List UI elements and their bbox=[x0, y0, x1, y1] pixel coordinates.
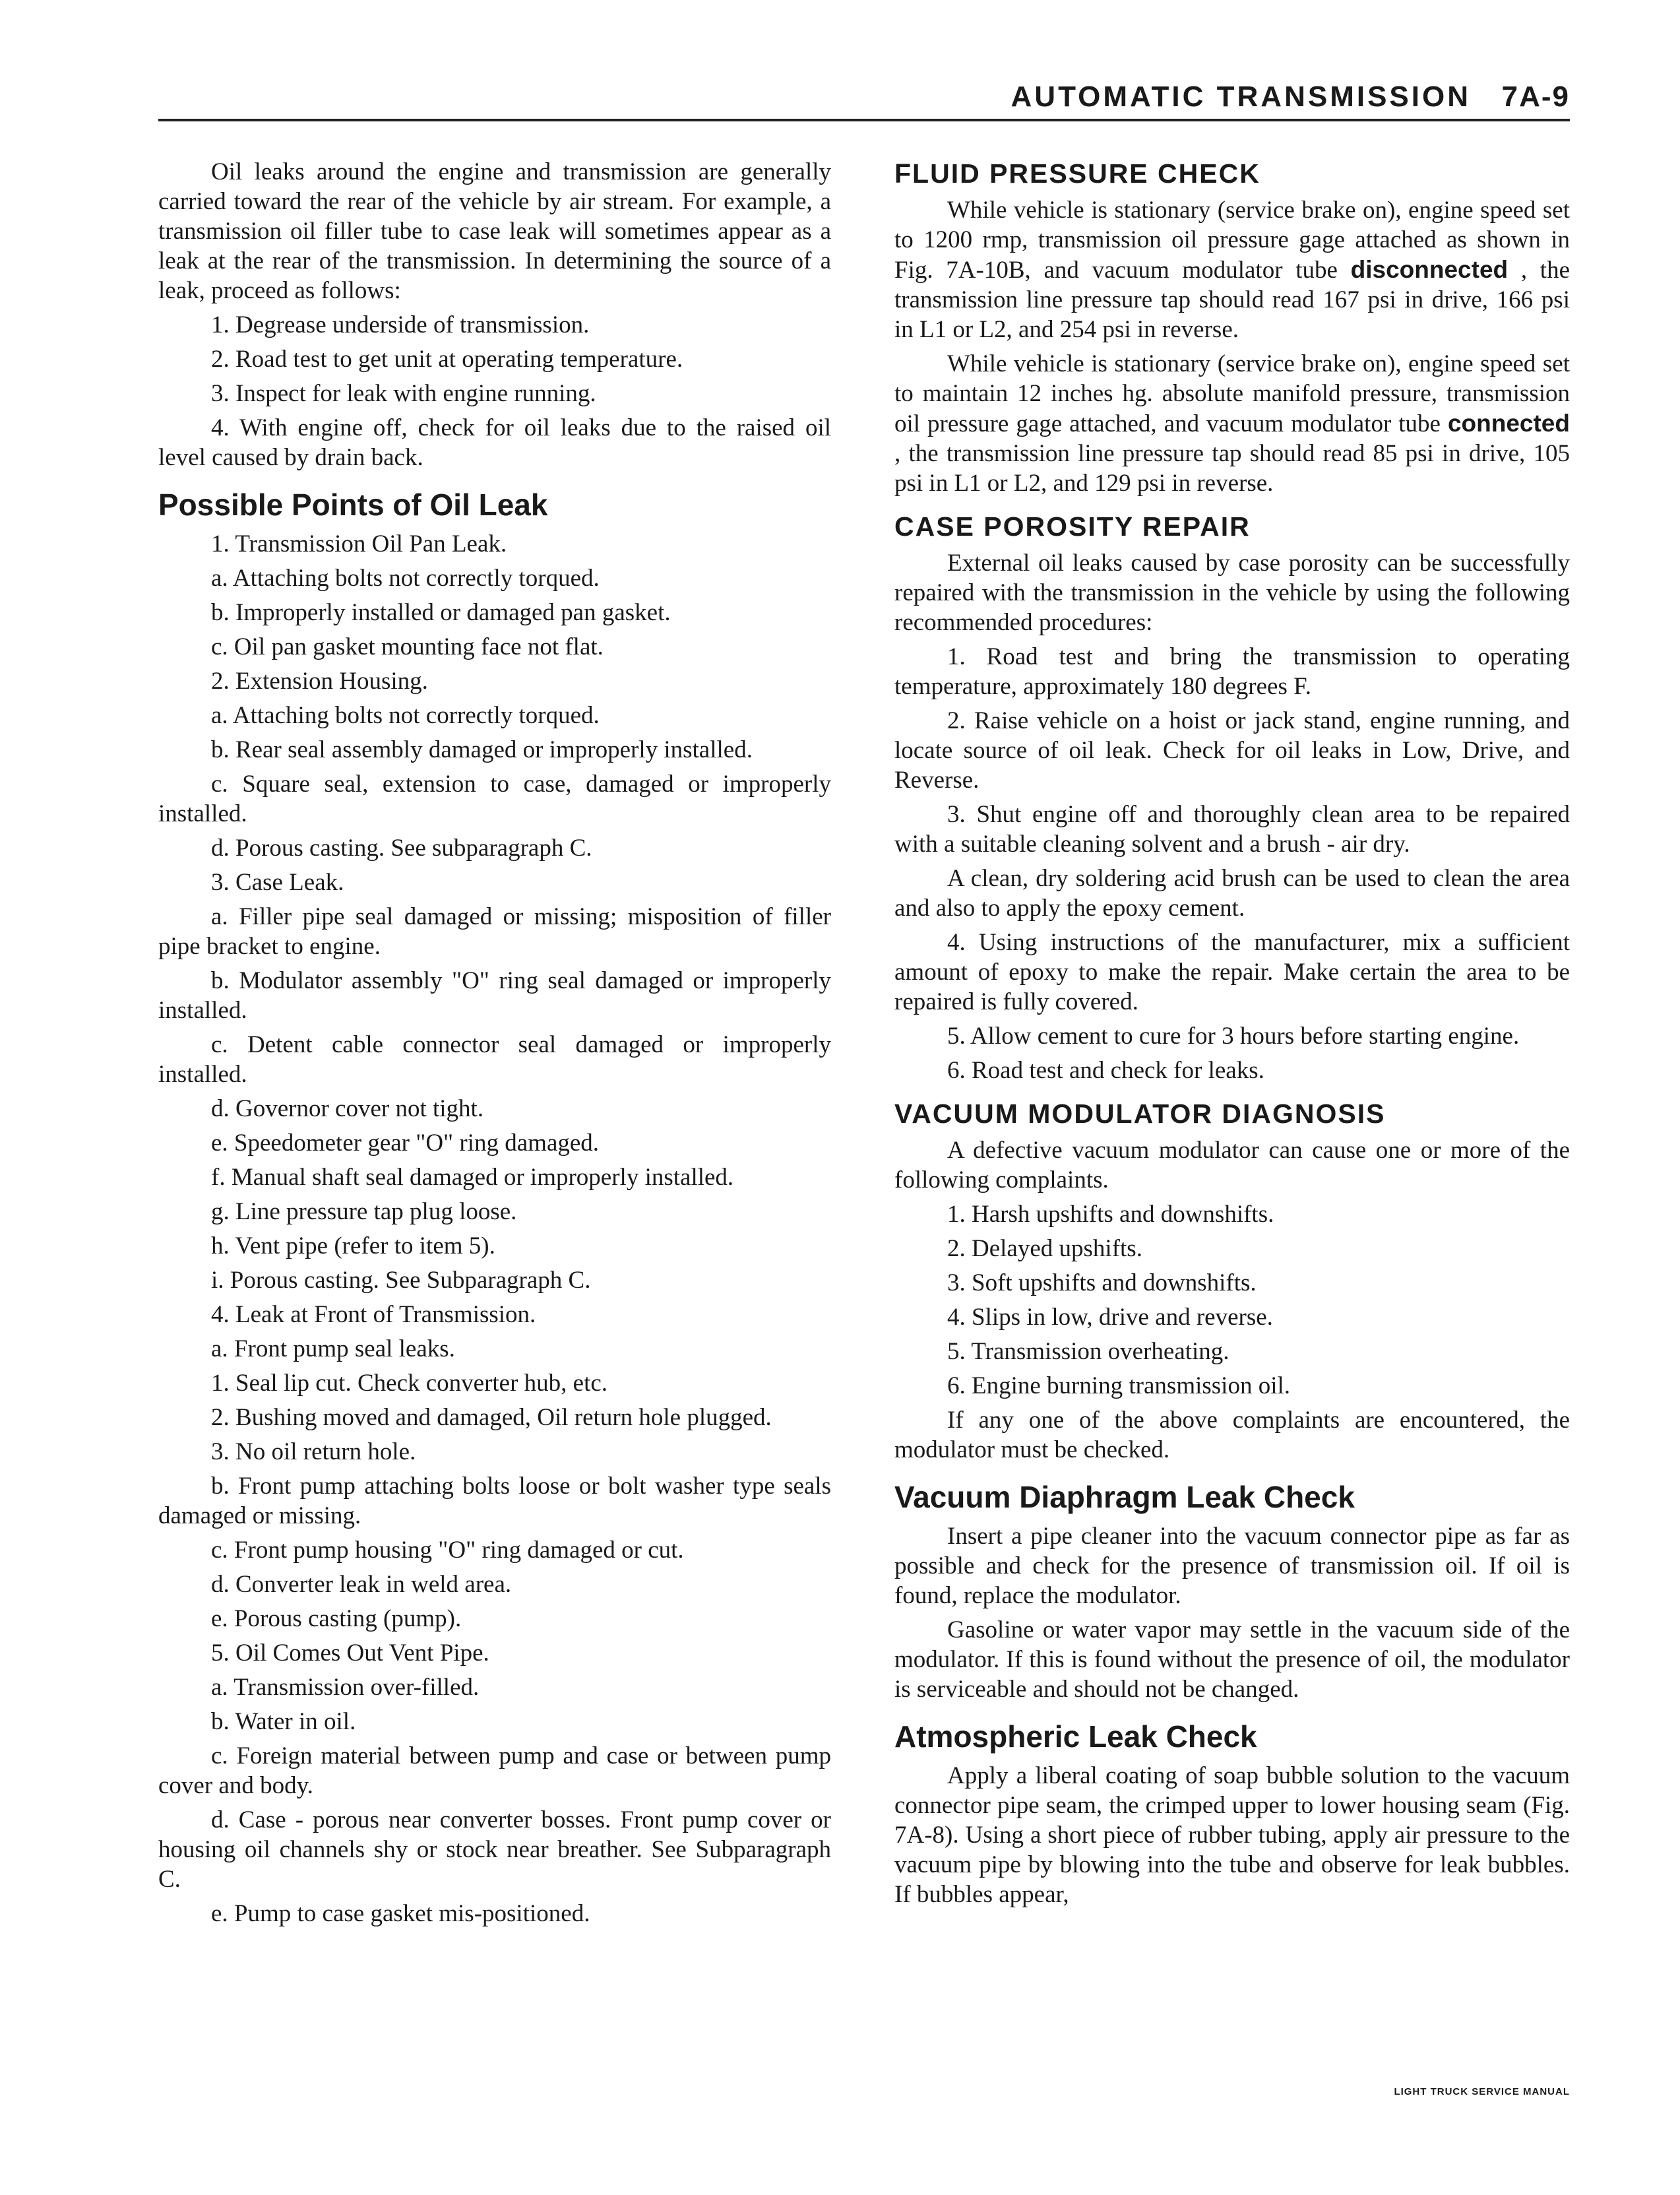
section-heading: Atmospheric Leak Check bbox=[894, 1719, 1257, 1754]
list-item: 3. No oil return hole. bbox=[211, 1438, 416, 1465]
list-item: c. Detent cable connector seal damaged or improperly installed. bbox=[158, 1031, 831, 1088]
list-item: 1. Degrease underside of transmission. bbox=[211, 311, 590, 338]
list-item: a. Transmission over-filled. bbox=[211, 1674, 480, 1701]
paragraph: 1. Road test and bring the transmission to operating temperature, approximately 180 degrees F. bbox=[894, 643, 1570, 700]
page-footer: LIGHT TRUCK SERVICE MANUAL bbox=[1394, 2086, 1570, 2097]
emphasis: connected bbox=[1447, 410, 1570, 437]
list-item: c. Foreign material between pump and case or between pump cover and body. bbox=[158, 1742, 831, 1799]
list-item: 2. Road test to get unit at operating temperature. bbox=[211, 346, 683, 373]
paragraph: Insert a pipe cleaner into the vacuum connector pipe as far as possible and check for the presence of transmission oil. If oil is found, replace the modulator. bbox=[894, 1523, 1570, 1609]
list-item: f. Manual shaft seal damaged or improperly installed. bbox=[211, 1164, 734, 1191]
list-item: d. Case - porous near converter bosses. Front pump cover or housing oil channels shy or stock near breather. See Subparagraph C. bbox=[158, 1806, 831, 1893]
paragraph: 4. Using instructions of the manufacturer, mix a sufficient amount of epoxy to make the repair. Make certain the area to be repaired is fully covered. bbox=[894, 929, 1570, 1015]
list-item: 2. Extension Housing. bbox=[211, 668, 428, 695]
page-number: 7A-9 bbox=[1501, 80, 1570, 113]
section-title: AUTOMATIC TRANSMISSION bbox=[1011, 80, 1471, 113]
paragraph: 5. Allow cement to cure for 3 hours before starting engine. bbox=[947, 1023, 1520, 1050]
list-item: a. Attaching bolts not correctly torqued. bbox=[211, 702, 600, 729]
list-item: a. Filler pipe seal damaged or missing; misposition of filler pipe bracket to engine. bbox=[158, 903, 831, 960]
list-item: 5. Transmission overheating. bbox=[947, 1338, 1229, 1365]
list-item: 1. Transmission Oil Pan Leak. bbox=[211, 530, 507, 557]
paragraph: If any one of the above complaints are encountered, the modulator must be checked. bbox=[894, 1407, 1570, 1463]
paragraph: A defective vacuum modulator can cause one or more of the following complaints. bbox=[894, 1137, 1570, 1193]
list-item: d. Porous casting. See subparagraph C. bbox=[211, 835, 592, 862]
list-item: b. Modulator assembly "O" ring seal damaged or improperly installed. bbox=[158, 967, 831, 1024]
list-item: 4. Leak at Front of Transmission. bbox=[211, 1301, 536, 1328]
paragraph: While vehicle is stationary (service brake on), engine speed set to 1200 rmp, transmission oil pressure gage attached as shown in Fig. 7A-10B, and vacuum modulator tube disconnected , the transmission line pressure tap should read 167 psi in drive, 166 psi in L1 or L2, and 254 psi in reverse. bbox=[894, 197, 1570, 343]
list-item: a. Attaching bolts not correctly torqued. bbox=[211, 565, 600, 592]
emphasis: disconnected bbox=[1350, 256, 1509, 283]
list-item: b. Water in oil. bbox=[211, 1708, 356, 1735]
intro-paragraph: Oil leaks around the engine and transmission are generally carried toward the rear of the vehicle by air stream. For example, a transmission oil filler tube to case leak will sometimes appear as a leak at the rear of the transmission. In determining the source of a leak, proceed as follows: bbox=[158, 158, 831, 304]
paragraph: 6. Road test and check for leaks. bbox=[947, 1057, 1264, 1084]
section-heading: Possible Points of Oil Leak bbox=[158, 488, 548, 522]
list-item: c. Square seal, extension to case, damaged or improperly installed. bbox=[158, 771, 831, 827]
list-item: 3. Inspect for leak with engine running. bbox=[211, 380, 596, 407]
list-item: 1. Harsh upshifts and downshifts. bbox=[947, 1201, 1274, 1228]
list-item: 5. Oil Comes Out Vent Pipe. bbox=[211, 1639, 489, 1667]
list-item: c. Front pump housing "O" ring damaged or cut. bbox=[211, 1537, 684, 1564]
list-item: e. Speedometer gear "O" ring damaged. bbox=[211, 1129, 600, 1157]
list-item: d. Converter leak in weld area. bbox=[211, 1571, 512, 1598]
list-item: b. Front pump attaching bolts loose or bolt washer type seals damaged or missing. bbox=[158, 1473, 831, 1529]
list-item: a. Front pump seal leaks. bbox=[211, 1335, 455, 1362]
list-item: 3. Case Leak. bbox=[211, 869, 344, 896]
paragraph: Apply a liberal coating of soap bubble solution to the vacuum connector pipe seam, the crimped upper to lower housing seam (Fig. 7A-8). Using a short piece of rubber tubing, apply air pressure to the vacuum pipe by blowing into the tube and observe for leak bubbles. If bubbles appear, bbox=[894, 1762, 1570, 1908]
right-column bbox=[894, 157, 1570, 1914]
list-item: b. Improperly installed or damaged pan gasket. bbox=[211, 599, 671, 626]
page-header bbox=[158, 78, 1570, 121]
list-item: g. Line pressure tap plug loose. bbox=[211, 1198, 517, 1225]
list-item: b. Rear seal assembly damaged or improperly installed. bbox=[211, 736, 753, 763]
section-heading: CASE POROSITY REPAIR bbox=[894, 511, 1251, 542]
list-item: h. Vent pipe (refer to item 5). bbox=[211, 1232, 495, 1259]
list-item: 2. Bushing moved and damaged, Oil return hole plugged. bbox=[211, 1404, 772, 1431]
paragraph: 2. Raise vehicle on a hoist or jack stand, engine running, and locate source of oil leak. Check for oil leaks in Low, Drive, and Reverse. bbox=[894, 707, 1570, 794]
list-item: i. Porous casting. See Subparagraph C. bbox=[211, 1267, 591, 1294]
list-item: 4. Slips in low, drive and reverse. bbox=[947, 1304, 1273, 1331]
paragraph: External oil leaks caused by case porosity can be successfully repaired with the transmission in the vehicle by using the following recommended procedures: bbox=[894, 550, 1570, 636]
paragraph: 3. Shut engine off and thoroughly clean area to be repaired with a suitable cleaning solvent and a brush - air dry. bbox=[894, 801, 1570, 858]
section-heading: VACUUM MODULATOR DIAGNOSIS bbox=[894, 1098, 1386, 1129]
paragraph: Gasoline or water vapor may settle in the vacuum side of the modulator. If this is found without the presence of oil, the modulator is serviceable and should not be changed. bbox=[894, 1616, 1570, 1703]
list-item: 6. Engine burning transmission oil. bbox=[947, 1372, 1291, 1399]
list-item: e. Porous casting (pump). bbox=[211, 1605, 462, 1632]
paragraph: A clean, dry soldering acid brush can be used to clean the area and also to apply the epoxy cement. bbox=[894, 865, 1570, 922]
section-heading: Vacuum Diaphragm Leak Check bbox=[894, 1480, 1355, 1514]
list-item: c. Oil pan gasket mounting face not flat. bbox=[211, 633, 604, 660]
list-item: 4. With engine off, check for oil leaks due to the raised oil level caused by drain back. bbox=[158, 414, 831, 471]
left-column bbox=[158, 157, 831, 1933]
list-item: e. Pump to case gasket mis-positioned. bbox=[211, 1900, 590, 1927]
list-item: 2. Delayed upshifts. bbox=[947, 1235, 1142, 1262]
list-item: 1. Seal lip cut. Check converter hub, etc. bbox=[211, 1370, 608, 1397]
section-heading: FLUID PRESSURE CHECK bbox=[894, 158, 1260, 189]
list-item: d. Governor cover not tight. bbox=[211, 1095, 484, 1122]
list-item: 3. Soft upshifts and downshifts. bbox=[947, 1269, 1257, 1296]
paragraph: While vehicle is stationary (service brake on), engine speed set to maintain 12 inches hg. absolute manifold pressure, transmission oil pressure gage attached, and vacuum modulator tube connected , the transmission line pressure tap should read 85 psi in drive, 105 psi in L1 or L2, and 129 psi in reverse. bbox=[894, 350, 1570, 497]
